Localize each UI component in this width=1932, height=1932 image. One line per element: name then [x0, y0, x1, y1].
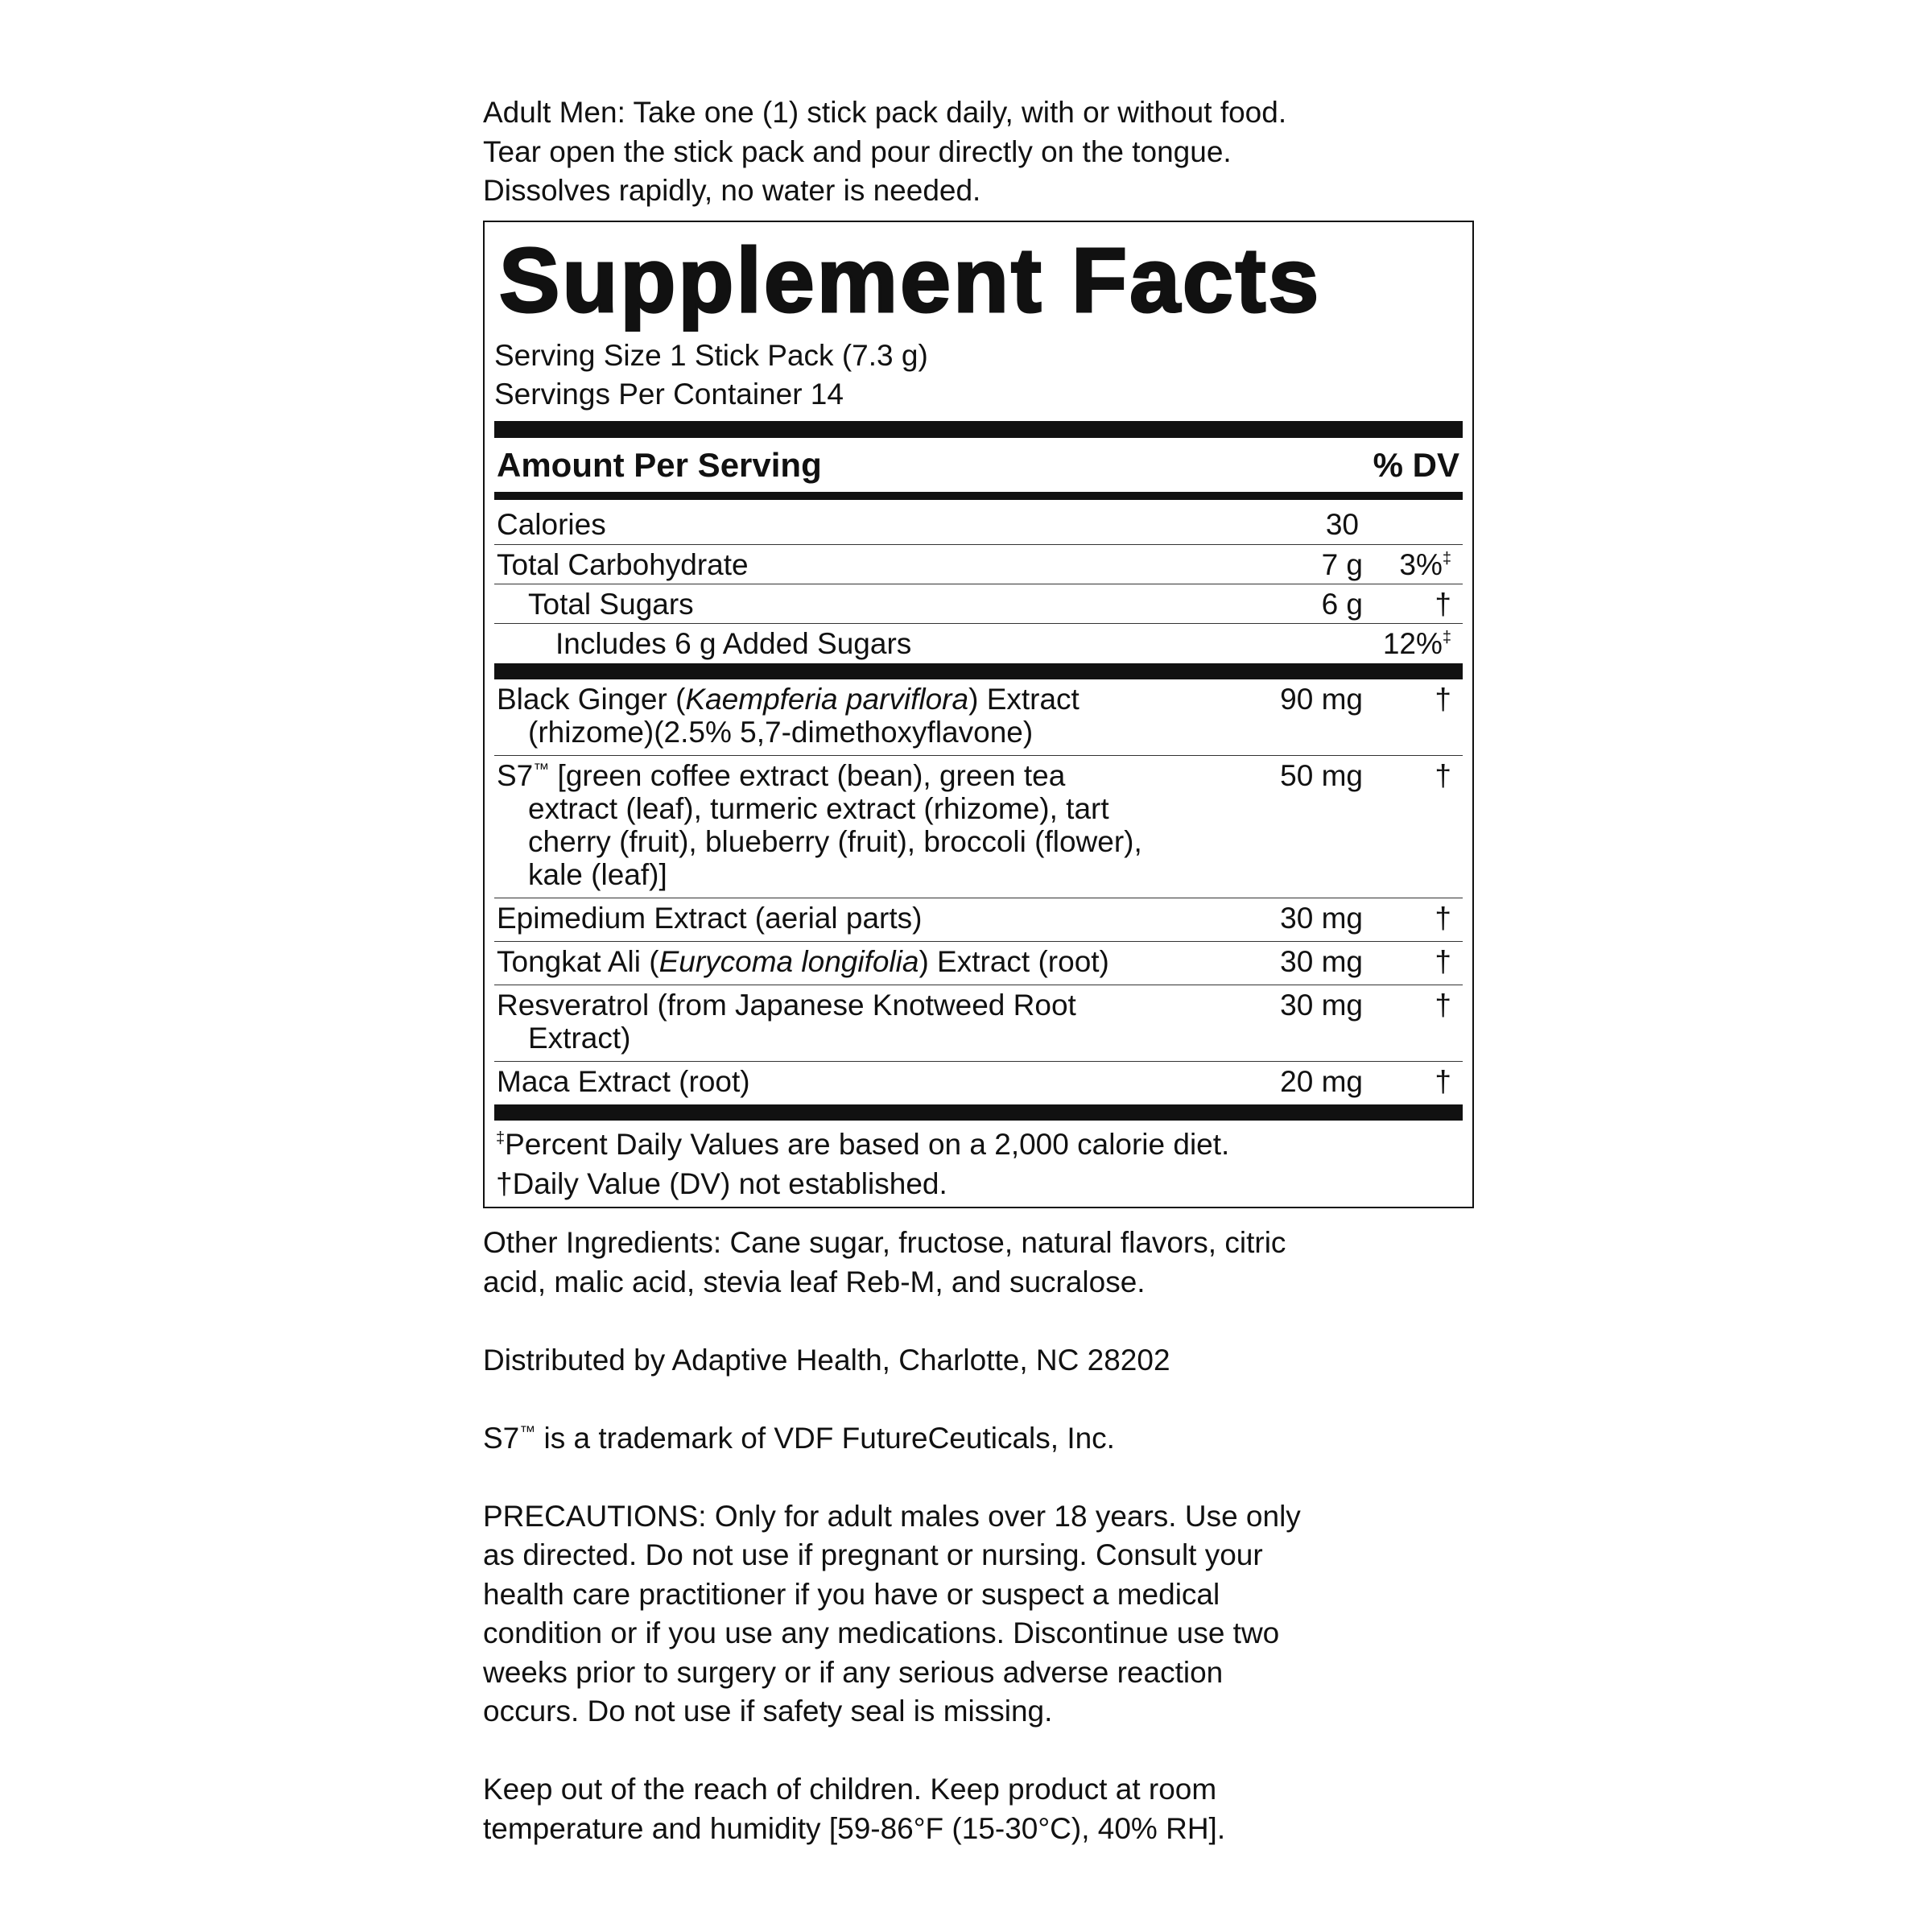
divider-thick: [494, 1104, 1463, 1121]
ingredient-dv: †: [1435, 945, 1451, 978]
amount-header: Amount Per Serving: [497, 445, 822, 484]
directions-line: Adult Men: Take one (1) stick pack daily, with or without food.: [483, 96, 1287, 129]
storage-line: Keep out of the reach of children. Keep product at room: [483, 1773, 1217, 1806]
ingredient-row-resveratrol: [494, 985, 1463, 1062]
ingredient-latin-name: Eurycoma longifolia: [658, 945, 919, 978]
ingredient-row-epimedium: [494, 898, 1463, 942]
precautions-line: weeks prior to surgery or if any serious adverse reaction: [483, 1655, 1224, 1689]
dv-header: % DV: [1373, 445, 1459, 484]
nutrient-row-carbohydrate: [494, 545, 1463, 584]
ingredient-label: ) Extract (root): [919, 945, 1109, 978]
dv-mark: ‡: [1442, 629, 1451, 646]
ingredient-latin-name: Kaempferia parviflora: [685, 683, 969, 716]
servings-per-container: Servings Per Container 14: [494, 378, 844, 411]
nutrient-row-added-sugars: [494, 624, 1463, 663]
storage: [483, 1770, 1301, 1848]
amount-header-row: [494, 438, 1463, 492]
ingredient-dv: †: [1435, 683, 1451, 716]
other-ingredients-line: Other Ingredients: Cane sugar, fructose, natural flavors, citric: [483, 1226, 1286, 1259]
precautions-line: PRECAUTIONS: Only for adult males over 18 years. Use only: [483, 1499, 1301, 1533]
ingredient-label-cont: cherry (fruit), blueberry (fruit), broccoli (flower),: [528, 825, 1142, 858]
ingredient-label-cont: (rhizome)(2.5% 5,7-dimethoxyflavone): [528, 716, 1034, 749]
serving-size: Serving Size 1 Stick Pack (7.3 g): [494, 339, 928, 372]
ingredient-label: ) Extract: [968, 683, 1080, 716]
ingredient-dv: †: [1435, 1065, 1451, 1098]
dv-value: 3%: [1399, 547, 1443, 581]
other-ingredients-line: acid, malic acid, stevia leaf Reb-M, and sucralose.: [483, 1265, 1146, 1298]
nutrient-amount: 6 g: [1321, 587, 1363, 621]
ingredient-label: Tongkat Ali (: [497, 945, 659, 978]
nutrient-label: Total Carbohydrate: [497, 547, 749, 581]
footnote-dv-basis: [496, 1125, 1463, 1165]
divider-thick: [494, 663, 1463, 679]
ingredient-label-cont: kale (leaf)]: [528, 858, 667, 891]
directions-line: Tear open the stick pack and pour directly on the tongue.: [483, 134, 1232, 168]
ingredient-label: Epimedium Extract (aerial parts): [497, 902, 923, 935]
nutrient-label: Includes 6 g Added Sugars: [555, 627, 912, 660]
precautions-line: health care practitioner if you have or suspect a medical: [483, 1577, 1220, 1611]
ingredient-row-tongkat-ali: [494, 942, 1463, 985]
footnotes: [494, 1121, 1463, 1203]
label-text: [483, 1224, 1301, 1848]
nutrient-dv: [1363, 624, 1463, 663]
panel-title: Supplement Facts: [499, 229, 1322, 331]
ingredient-dv: †: [1435, 759, 1451, 792]
nutrient-dv: [1363, 545, 1463, 584]
ingredient-label: [green coffee extract (bean), green tea: [549, 759, 1066, 792]
ingredient-label-cont: extract (leaf), turmeric extract (rhizome), tart: [528, 792, 1109, 825]
nutrient-amount: 7 g: [1321, 547, 1363, 581]
ingredient-label: Black Ginger (: [497, 683, 686, 716]
other-ingredients: [483, 1224, 1301, 1302]
supplement-facts-panel: [483, 221, 1474, 1208]
dv-value: 12%: [1382, 627, 1443, 660]
nutrient-label: Total Sugars: [528, 587, 694, 621]
storage-line: temperature and humidity [59-86°F (15-30°C), 40% RH].: [483, 1811, 1226, 1845]
trademark-notice: [483, 1419, 1301, 1459]
ingredient-amount: 50 mg: [1280, 759, 1363, 792]
ingredient-amount: 90 mg: [1280, 683, 1363, 716]
nutrient-label: Calories: [497, 508, 606, 541]
precautions-line: condition or if you use any medications. Discontinue use two: [483, 1616, 1280, 1649]
ingredient-amount: 30 mg: [1280, 902, 1363, 935]
ingredient-label: Resveratrol (from Japanese Knotweed Root: [497, 989, 1076, 1022]
nutrient-dv: †: [1435, 587, 1451, 621]
directions-line: Dissolves rapidly, no water is needed.: [483, 174, 981, 207]
ingredient-label-cont: Extract): [528, 1022, 631, 1055]
distributor: Distributed by Adaptive Health, Charlotte, NC 28202: [483, 1343, 1170, 1377]
footnote-text: Percent Daily Values are based on a 2,000 calorie diet.: [505, 1128, 1230, 1161]
ingredient-dv: †: [1435, 989, 1451, 1022]
ingredient-amount: 30 mg: [1280, 945, 1363, 978]
ingredient-amount: 30 mg: [1280, 989, 1363, 1022]
precautions: [483, 1497, 1301, 1732]
ingredient-dv: †: [1435, 902, 1451, 935]
directions: [483, 93, 1286, 211]
trademark-brand: S7: [483, 1421, 520, 1455]
divider-thick: [494, 421, 1463, 438]
trademark-text: is a trademark of VDF FutureCeuticals, Inc.: [535, 1421, 1115, 1455]
precautions-line: occurs. Do not use if safety seal is missing.: [483, 1695, 1053, 1728]
trademark-mark: ™: [519, 1422, 536, 1441]
ingredient-label: S7: [497, 759, 534, 792]
precautions-line: as directed. Do not use if pregnant or nursing. Consult your: [483, 1538, 1263, 1571]
nutrient-amount: 30: [1325, 508, 1359, 541]
ingredient-row-black-ginger: [494, 679, 1463, 756]
footnote-mark: ‡: [496, 1129, 506, 1147]
dv-mark: ‡: [1442, 549, 1451, 568]
ingredient-row-s7: [494, 756, 1463, 898]
ingredient-amount: 20 mg: [1280, 1065, 1363, 1098]
trademark-mark: ™: [533, 761, 550, 778]
divider-medium: [494, 492, 1463, 500]
ingredient-label: Maca Extract (root): [497, 1065, 750, 1098]
ingredient-row-maca: [494, 1062, 1463, 1104]
nutrient-row-calories: [494, 500, 1463, 545]
footnote-dv-not-established: †Daily Value (DV) not established.: [496, 1166, 947, 1200]
nutrient-row-sugars: [494, 584, 1463, 624]
